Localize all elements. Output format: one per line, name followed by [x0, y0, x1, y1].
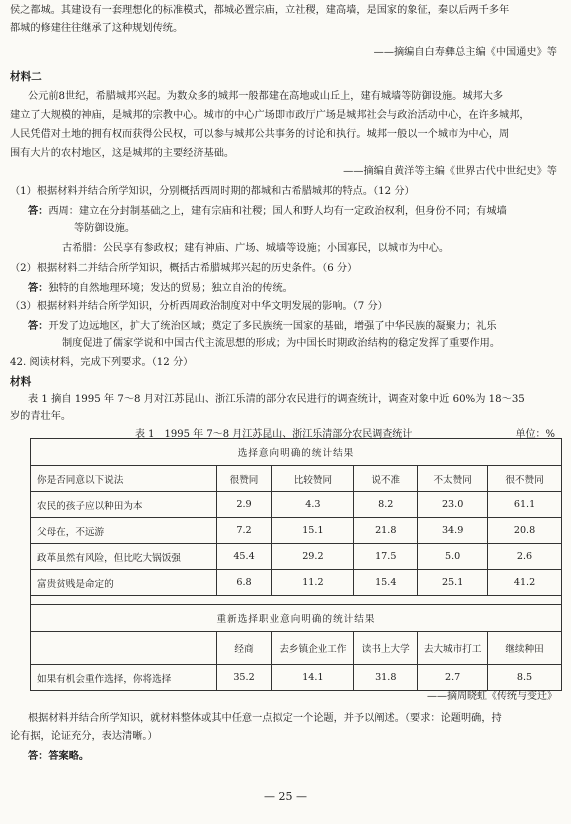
- table-column-header: 经商: [216, 632, 272, 665]
- table-column-header-blank: [31, 632, 217, 665]
- table-source: ——摘周晓虹《传统与变迁》: [427, 691, 557, 702]
- top-text-line-1: 侯之都城。其建设有一套理想化的标准模式，都城必置宗庙，立社稷，建高墙，是国家的象征，秦以后两千多年: [10, 5, 510, 16]
- table-cell: 41.2: [488, 570, 562, 596]
- material2-para-line-4: 围有大片的农村地区，这是城邦的主要经济基础。: [10, 148, 235, 159]
- table-cell: 15.4: [354, 570, 418, 596]
- table-column-header: 很不赞同: [488, 466, 562, 492]
- table-column-header: 继续种田: [488, 632, 562, 665]
- table-cell: 2.7: [418, 665, 488, 691]
- material2-title: 材料二: [10, 71, 42, 83]
- answer-3-label: 答：: [28, 320, 49, 332]
- answer-1-line-2: 等防御设施。: [74, 223, 136, 234]
- table-cell: 4.3: [272, 492, 354, 518]
- answer-1-text-1: 西周：建立在分封制基础之上，建有宗庙和社稷；国人和野人均有一定政治权利，但身份不同；有城墙: [48, 206, 507, 217]
- answer-3-line-1: [28, 319, 497, 334]
- table-row: [31, 570, 562, 596]
- table-section-2-title: 重新选择职业意向明确的统计结果: [31, 605, 562, 632]
- table-cell: 8.2: [354, 492, 418, 518]
- table-cell: 11.2: [272, 570, 354, 596]
- table-spacer: [31, 596, 562, 605]
- table-row-question: 父母在，不远游: [31, 518, 217, 544]
- table-cell: 2.6: [488, 544, 562, 570]
- answer-3-line-2: 制度促进了儒家学说和中国古代主流思想的形成；为中国长时期政治结构的稳定发挥了重要作用。: [62, 338, 501, 349]
- material2-para-line-1: 公元前8世纪，希腊城邦兴起。为数众多的城邦一般都建在高地或山丘上，建有城墙等防御设施。城邦大多: [28, 91, 504, 102]
- question-42: 42. 阅读材料，完成下列要求。（12 分）: [10, 357, 194, 368]
- table-cell: 7.2: [216, 518, 272, 544]
- answer-3-text-1: 开发了边远地区，扩大了统治区域；奠定了多民族统一国家的基础，增强了中华民族的凝聚力；礼乐: [48, 321, 497, 332]
- table-column-header: 去乡镇企业工作: [272, 632, 354, 665]
- question-2: （2）根据材料二并结合所学知识，概括古希腊城邦兴起的历史条件。（6 分）: [10, 263, 358, 274]
- task-answer: [28, 749, 89, 764]
- table-cell: 61.1: [488, 492, 562, 518]
- table-row-question: 富贵贫贱是命定的: [31, 570, 217, 596]
- table-column-header: 比较赞同: [272, 466, 354, 492]
- table-row: [31, 518, 562, 544]
- material2-para-line-3: 人民凭借对土地的拥有权而获得公民权，可以参与城邦公共事务的讨论和执行。城邦一般以一个城市为中心，周: [10, 129, 510, 140]
- table-caption-text: 表 1 1995 年 7～8 月江苏昆山、浙江乐清部分农民调查统计: [135, 429, 413, 440]
- answer-2: [28, 281, 293, 296]
- table-cell: 29.2: [272, 544, 354, 570]
- table-cell: 31.8: [354, 665, 418, 691]
- table-cell: 6.8: [216, 570, 272, 596]
- page-number: — 25 —: [264, 790, 307, 803]
- table-row-question: 如果有机会重作选择，你将选择: [31, 665, 217, 691]
- table-column-header: 很赞同: [216, 466, 272, 492]
- answer-1-label: 答：: [28, 205, 49, 217]
- material2-para-line-2: 建立了大规模的神庙，是城邦的宗教中心。城市的中心广场即市政厅广场是城邦社会与政治活动中心，在许多城邦，: [10, 110, 530, 121]
- table-section-1-title: 选择意向明确的统计结果: [31, 439, 562, 466]
- material2-source: ——摘编自黄洋等主编《世界古代中世纪史》等: [343, 166, 557, 177]
- table-row: [31, 544, 562, 570]
- table-cell: 15.1: [272, 518, 354, 544]
- table-column-header: 去大城市打工: [418, 632, 488, 665]
- answer-1-line-1: [28, 204, 507, 219]
- question-3: （3）根据材料并结合所学知识，分析西周政治制度对中华文明发展的影响。（7 分）: [10, 301, 388, 312]
- question-1: （1）根据材料并结合所学知识，分别概括西周时期的都城和古希腊城邦的特点。（12 分）: [10, 186, 415, 197]
- table-cell: 25.1: [418, 570, 488, 596]
- material-intro-line-1: 表 1 摘自 1995 年 7～8 月对江苏昆山、浙江乐清的部分农民进行的调查统计，调查对象中近 60%为 18～35: [28, 394, 525, 405]
- table-column-header: 读书上大学: [354, 632, 418, 665]
- survey-table: [30, 438, 562, 691]
- answer-2-label: 答：: [28, 282, 49, 294]
- task-answer-label: 答：: [28, 750, 49, 762]
- table-cell: 34.9: [418, 518, 488, 544]
- table-column-header: 说不准: [354, 466, 418, 492]
- top-source: ——摘编自白寿彝总主编《中国通史》等: [373, 47, 557, 58]
- answer-1-line-3: 古希腊：公民享有参政权；建有神庙、广场、城墙等设施；小国寡民，以城市为中心。: [62, 243, 450, 254]
- table-column-header: 不太赞同: [418, 466, 488, 492]
- table-cell: 8.5: [488, 665, 562, 691]
- task-answer-text: 答案略。: [48, 750, 90, 762]
- task-line-1: 根据材料并结合所学知识，就材料整体或其中任意一点拟定一个论题，并予以阐述。（要求：论题明确，持: [28, 713, 502, 724]
- table-cell: 2.9: [216, 492, 272, 518]
- table-cell: 14.1: [272, 665, 354, 691]
- task-line-2: 论有据，论证充分，表达清晰。）: [10, 731, 158, 742]
- table-row-question: 农民的孩子应以种田为本: [31, 492, 217, 518]
- table-column-header-question: 你是否同意以下说法: [31, 466, 217, 492]
- table-cell: 45.4: [216, 544, 272, 570]
- answer-2-text: 独特的自然地理环境；发达的贸易；独立自治的传统。: [48, 283, 293, 294]
- table-row-question: 政革虽然有风险，但比吃大锅饭强: [31, 544, 217, 570]
- table-cell: 21.8: [354, 518, 418, 544]
- material-intro-line-2: 岁的青壮年。: [10, 411, 72, 422]
- material-title: 材料: [10, 376, 32, 388]
- table-cell: 23.0: [418, 492, 488, 518]
- table-cell: 5.0: [418, 544, 488, 570]
- table-unit: 单位：%: [515, 429, 555, 440]
- table-row: [31, 665, 562, 691]
- table-cell: 20.8: [488, 518, 562, 544]
- table-cell: 17.5: [354, 544, 418, 570]
- table-row: [31, 492, 562, 518]
- top-text-line-2: 都城的修建往往继承了这种规划传统。: [10, 23, 184, 34]
- table-cell: 35.2: [216, 665, 272, 691]
